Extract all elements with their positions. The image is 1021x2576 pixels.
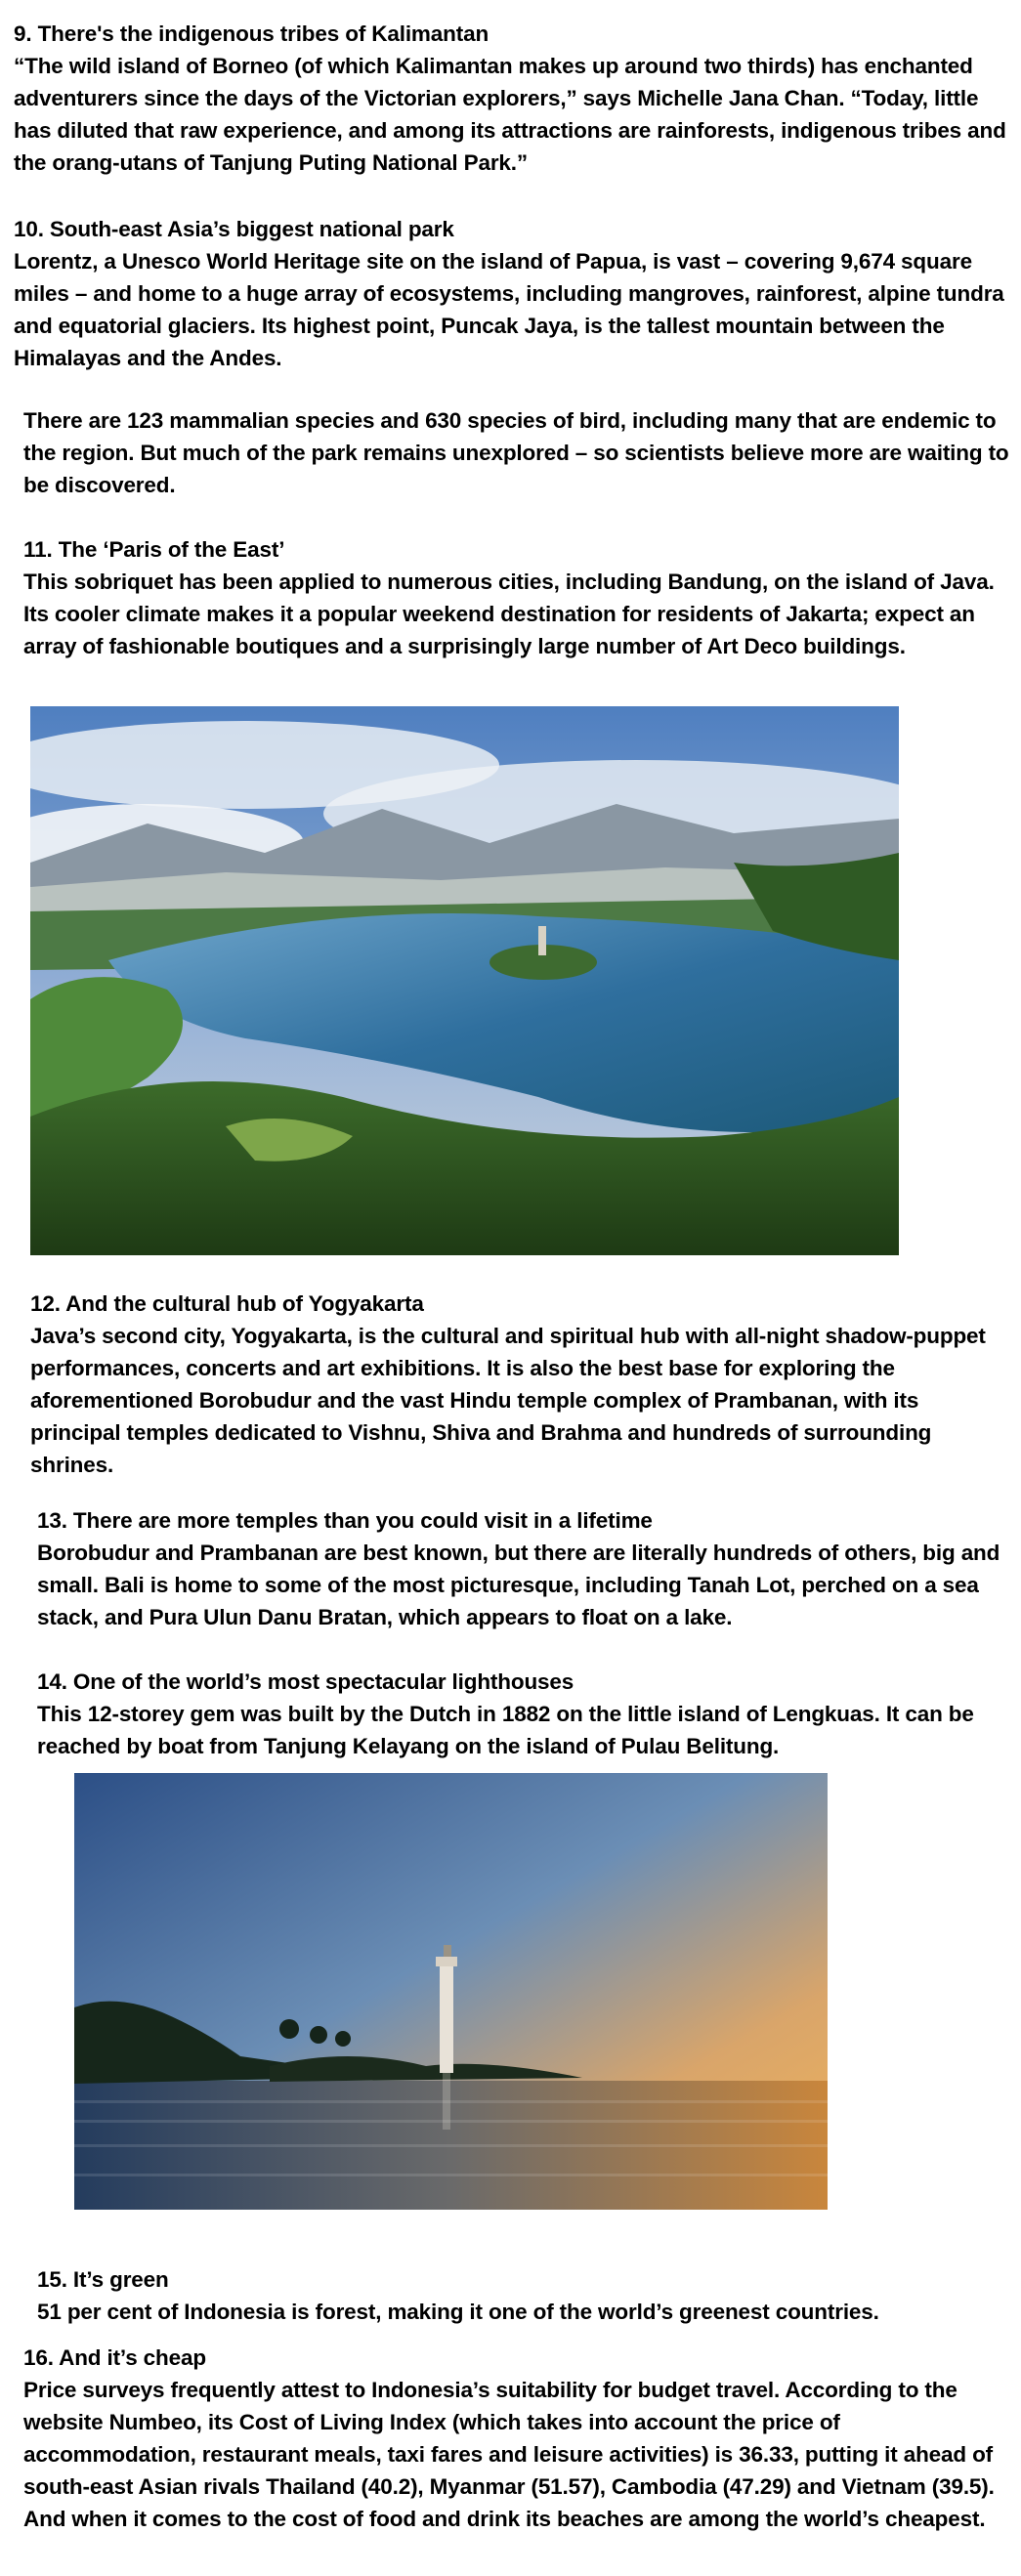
lake-island-photo	[30, 706, 899, 1255]
section-10-heading: 10. South-east Asia’s biggest national park	[14, 217, 454, 241]
section-12-heading: 12. And the cultural hub of Yogyakarta	[30, 1291, 424, 1316]
section-14-heading: 14. One of the world’s most spectacular lighthouses	[37, 1669, 574, 1694]
section-13-body: Borobudur and Prambanan are best known, but there are literally hundreds of others, big and small. Bali is home to some of the most picturesque, including Tanah Lot, perched on a sea stack, and Pura Ulun Danu Bratan, which appears to float on a lake.	[37, 1541, 1000, 1629]
section-11	[23, 533, 1010, 662]
section-16-body: Price surveys frequently attest to Indonesia’s suitability for budget travel. According to the website Numbeo, its Cost of Living Index (which takes into account the price of accommodation, restaurant meals, taxi fares and leisure activities) is 36.33, putting it ahead of south-east Asian rivals Thailand (40.2), Myanmar (51.57), Cambodia (47.29) and Vietnam (39.5). And when it comes to the cost of food and drink its beaches are among the world’s cheapest.	[23, 2378, 995, 2531]
section-12-body: Java’s second city, Yogyakarta, is the cultural and spiritual hub with all-night shadow-puppet performances, concerts and art exhibitions. It is also the best base for exploring the aforementioned Borobudur and the vast Hindu temple complex of Prambanan, with its principal temples dedicated to Vishnu, Shiva and Brahma and hundreds of surrounding shrines.	[30, 1324, 986, 1477]
section-9	[14, 18, 1010, 179]
section-10-extra	[23, 404, 1010, 501]
section-10-extra-body: There are 123 mammalian species and 630 species of bird, including many that are endemic to the region. But much of the park remains unexplored – so scientists believe more are waiting to be discovered.	[23, 408, 1009, 497]
section-10	[14, 213, 1010, 374]
section-9-heading: 9. There's the indigenous tribes of Kalimantan	[14, 21, 489, 46]
section-15-body: 51 per cent of Indonesia is forest, making it one of the world’s greenest countries.	[37, 2300, 879, 2324]
section-11-heading: 11. The ‘Paris of the East’	[23, 537, 285, 562]
lighthouse-photo	[74, 1773, 828, 2210]
section-10-body: Lorentz, a Unesco World Heritage site on the island of Papua, is vast – covering 9,674 square miles – and home to a huge array of ecosystems, including mangroves, rainforest, alpine tundra and equatorial glaciers. Its highest point, Puncak Jaya, is the tallest mountain between the Himalayas and the Andes.	[14, 249, 1004, 370]
section-13-heading: 13. There are more temples than you could visit in a lifetime	[37, 1508, 653, 1533]
section-16	[23, 2342, 1010, 2535]
section-16-heading: 16. And it’s cheap	[23, 2345, 206, 2370]
section-14	[37, 1666, 1010, 1762]
section-12	[30, 1288, 1007, 1481]
section-15-heading: 15. It’s green	[37, 2267, 169, 2292]
section-14-body: This 12-storey gem was built by the Dutch in 1882 on the little island of Lengkuas. It can be reached by boat from Tanjung Kelayang on the island of Pulau Belitung.	[37, 1702, 974, 1758]
section-11-body: This sobriquet has been applied to numerous cities, including Bandung, on the island of Java. Its cooler climate makes it a popular weekend destination for residents of Jakarta; expect an array of fashionable boutiques and a surprisingly large number of Art Deco buildings.	[23, 570, 995, 658]
section-13	[37, 1504, 1010, 1633]
lake-island-image	[30, 706, 899, 1255]
section-15	[37, 2263, 1010, 2328]
lighthouse-image	[74, 1773, 828, 2210]
section-9-body: “The wild island of Borneo (of which Kalimantan makes up around two thirds) has enchanted adventurers since the days of the Victorian explorers,” says Michelle Jana Chan. “Today, little has diluted that raw experience, and among its attractions are rainforests, indigenous tribes and the orang-utans of Tanjung Puting National Park.”	[14, 54, 1006, 175]
